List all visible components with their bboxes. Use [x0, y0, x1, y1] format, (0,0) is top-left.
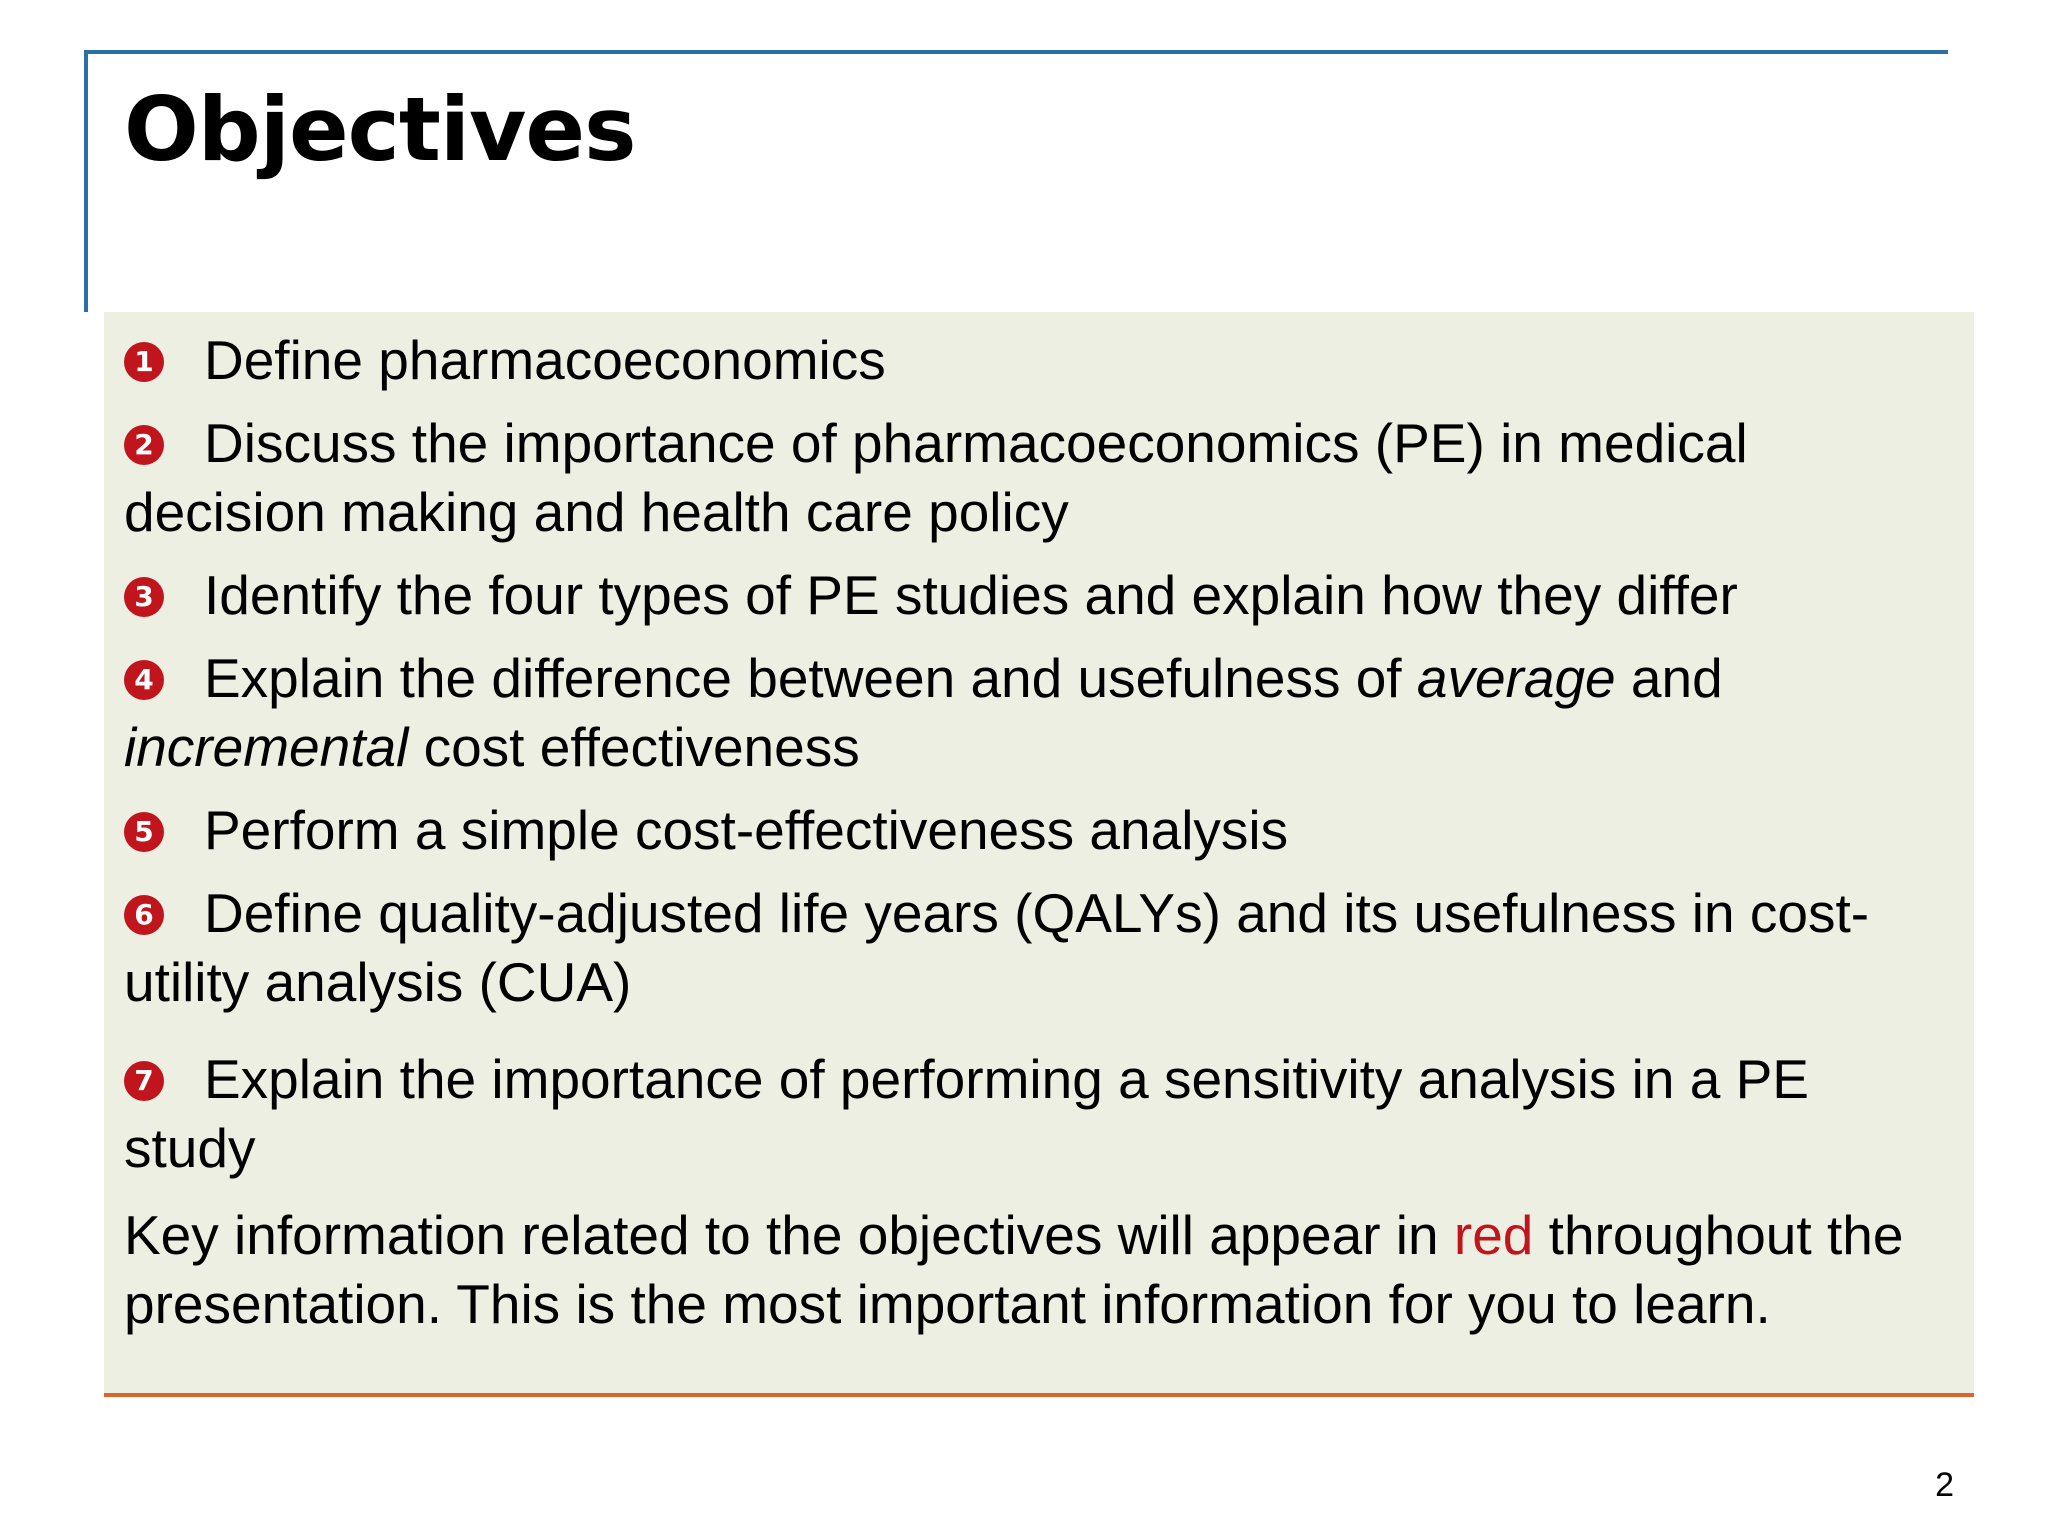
key-info-text-before: Key information related to the objectives will appear in [124, 1204, 1454, 1266]
key-info-text-after: throughout the presentation. This is the most important information for you to learn. [124, 1204, 1904, 1335]
objective-item-4 [124, 644, 1954, 782]
numbered-bullet-icon: 6 [124, 895, 164, 935]
objective-item-7 [124, 1045, 1954, 1183]
numbered-bullet-icon: 5 [124, 812, 164, 852]
slide-title: Objectives [124, 78, 636, 181]
page-number: 2 [1935, 1466, 1954, 1504]
objective-text: Explain the importance of performing a sensitivity analysis in a PE study [124, 1048, 1809, 1179]
numbered-bullet-icon: 4 [124, 660, 164, 700]
title-frame-top-line [84, 50, 1948, 54]
objective-text: Define quality-adjusted life years (QALYs) and its usefulness in cost-utility analysis (CUA) [124, 882, 1870, 1013]
objective-item-6 [124, 879, 1954, 1017]
objective-item-5 [124, 796, 1954, 865]
objective-item-3 [124, 561, 1954, 630]
objective-text: Perform a simple cost-effectiveness analysis [204, 799, 1289, 861]
objective-text-part: cost effectiveness [408, 716, 860, 778]
objectives-list [124, 326, 1954, 1197]
objective-text: Define pharmacoeconomics [204, 329, 886, 391]
key-information-note [124, 1201, 1954, 1339]
numbered-bullet-icon: 1 [124, 342, 164, 382]
objective-text: Identify the four types of PE studies and explain how they differ [204, 564, 1738, 626]
title-frame-left-line [84, 50, 88, 312]
objective-italic-term: average [1416, 647, 1616, 709]
key-info-red-word: red [1453, 1204, 1534, 1266]
objectives-content-box [104, 312, 1974, 1397]
numbered-bullet-icon: 3 [124, 577, 164, 617]
objective-item-2 [124, 409, 1954, 547]
objective-text: Discuss the importance of pharmacoeconomics (PE) in medical decision making and health care policy [124, 412, 1748, 543]
objective-text-part: Explain the difference between and usefulness of [204, 647, 1417, 709]
numbered-bullet-icon: 2 [124, 425, 164, 465]
numbered-bullet-icon: 7 [124, 1061, 164, 1101]
objective-text-part: and [1615, 647, 1723, 709]
objective-italic-term: incremental [124, 716, 409, 778]
objective-item-1 [124, 326, 1954, 395]
